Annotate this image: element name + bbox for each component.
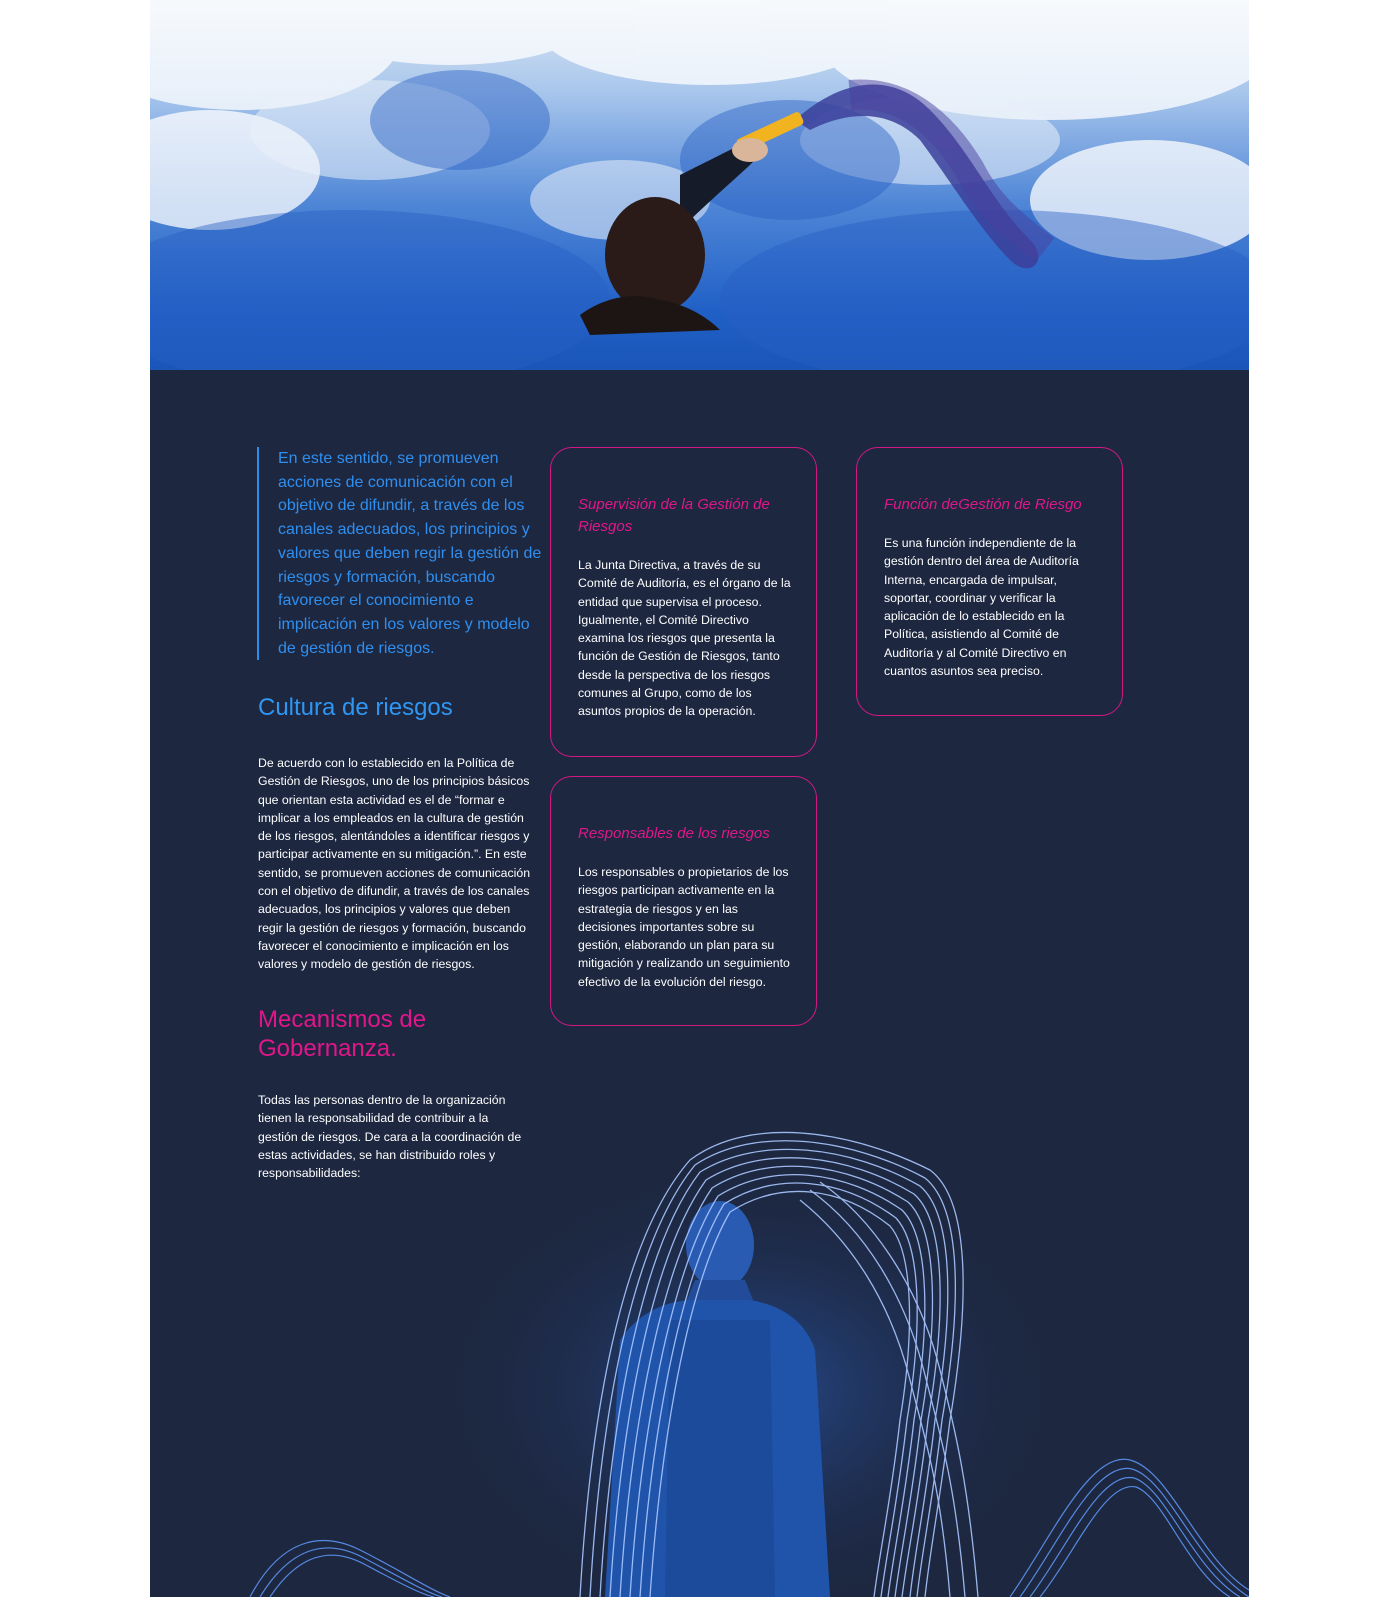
intro-quote: En este sentido, se promueven acciones de comunicación con el objetivo de difundir, a través de los canales adecuados, los principios y valores que deben regir la gestión de riesgos y formación, buscando favorecer el conocimiento e implicación en los valores y modelo de gestión de riesgos. xyxy=(257,447,548,660)
card-supervision-title: Supervisión de la Gestión de Riesgos xyxy=(578,496,770,535)
card-responsables-title: Responsables de los riesgos xyxy=(578,825,770,842)
gobernanza-heading: Mecanismos de Gobernanza. xyxy=(258,1006,427,1062)
cultura-heading: Cultura de riesgos xyxy=(258,694,453,721)
document-page xyxy=(150,0,1249,1597)
card-funcion-title: Función deGestión de Riesgo xyxy=(884,496,1082,513)
hero-image xyxy=(150,0,1249,370)
card-supervision xyxy=(550,447,817,757)
gobernanza-body: Todas las personas dentro de la organización tienen la responsabilidad de contribuir a la gestión de riesgos. De cara a la coordinación de estas actividades, se han distribuido roles y responsabilidades: xyxy=(258,1093,522,1181)
light-painting-illustration xyxy=(150,1120,1249,1597)
cultura-body: De acuerdo con lo establecido en la Política de Gestión de Riesgos, uno de los principios básicos que orientan esta actividad es el de “formar e implicar a los empleados en la cultura de gestión de los riesgos, alentándoles a identificar riesgos y participar activamente en su mitigación.”. En este sentido, se promueven acciones de comunicación con el objetivo de difundir, a través de los canales adecuados, los principios y valores que deben regir la gestión de riesgos y formación, buscando favorecer el conocimiento e implicación en los valores y modelo de gestión de riesgos. xyxy=(258,756,531,972)
card-funcion xyxy=(856,447,1123,716)
card-supervision-body: La Junta Directiva, a través de su Comité de Auditoría, es el órgano de la entidad que supervisa el proceso. Igualmente, el Comité Directivo examina los riesgos que presenta la función de Gestión de Riesgos, tanto desde la perspectiva de los riesgos comunes al Grupo, como de los asuntos propios de la operación. xyxy=(578,558,791,719)
sky-smoke-illustration xyxy=(150,0,1249,370)
card-responsables xyxy=(550,776,817,1026)
card-responsables-body: Los responsables o propietarios de los riesgos participan activamente en la estrategia de riesgos y en las decisiones importantes sobre su gestión, elaborando un plan para su mitigación y realizando un seguimiento efectivo de la evolución del riesgo. xyxy=(578,865,790,989)
card-funcion-body: Es una función independiente de la gestión dentro del área de Auditoría Interna, encargada de impulsar, soportar, coordinar y verificar la aplicación de lo establecido en la Política, asistiendo al Comité de Auditoría y al Comité Directivo en cuantos asuntos sea preciso. xyxy=(884,536,1079,679)
